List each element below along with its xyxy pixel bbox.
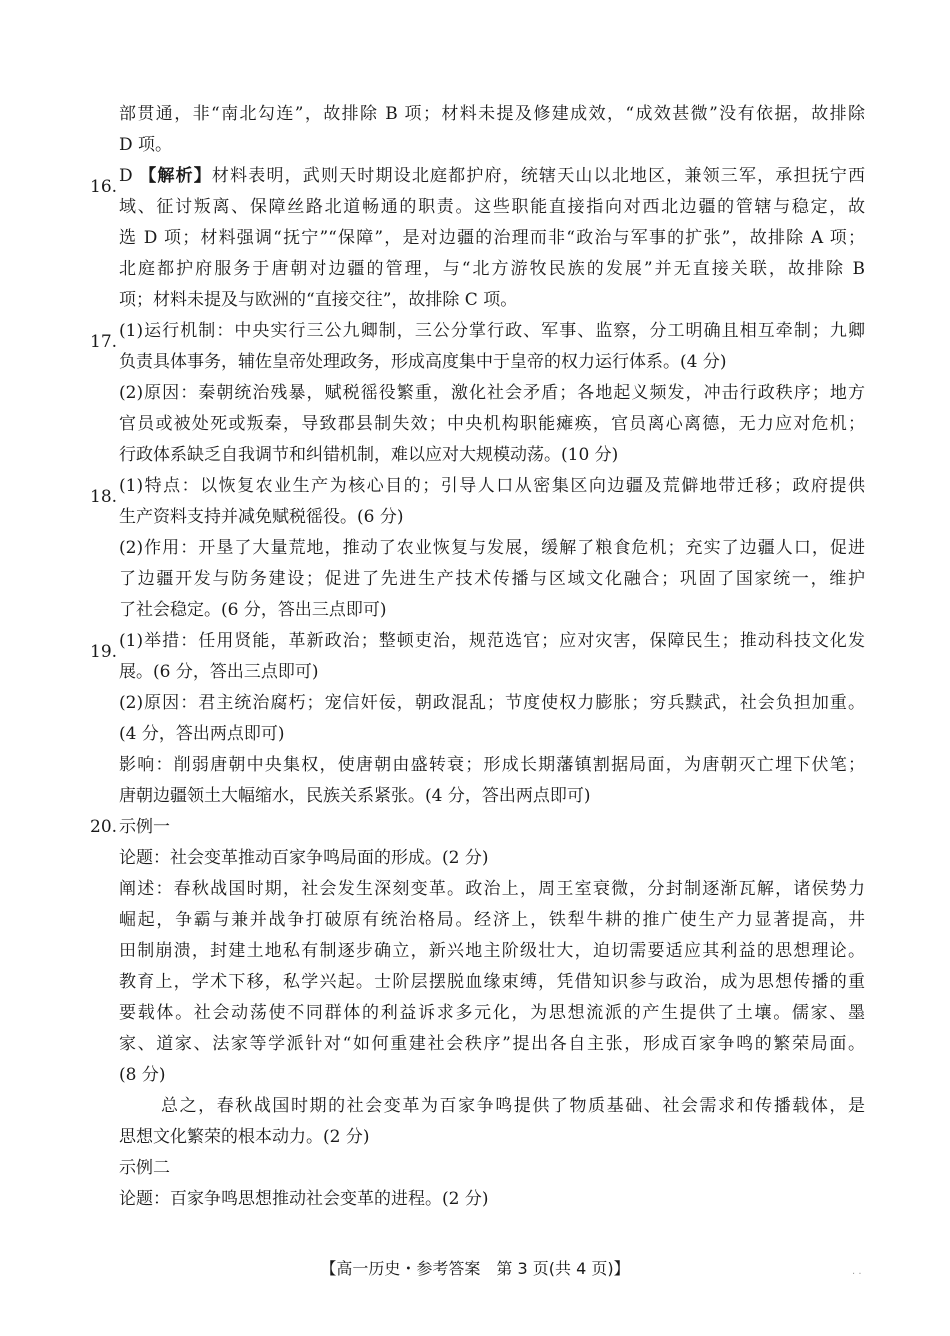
question-line: [90, 316, 865, 352]
answer-text: (2)作用：开垦了大量荒地，推动了农业恢复与发展，缓解了粮食危机；充实了边疆人口，促进: [119, 538, 865, 558]
footer-marks: . .: [852, 1266, 862, 1277]
answer-text: 项；材料未提及与欧洲的“直接交往”，故排除 C 项。: [119, 290, 518, 310]
answer-text: (1)特点：以恢复农业生产为核心目的；引导人口从密集区向边疆及荒僻地带迁移；政府提供: [119, 476, 865, 496]
answer-text: 示例一: [119, 817, 170, 837]
answer-text: 教育上，学术下移，私学兴起。士阶层摆脱血缘束缚，凭借知识参与政治，成为思想传播的重: [119, 972, 865, 992]
answer-content: [90, 99, 865, 1215]
question-text: [119, 626, 865, 657]
text-line: [90, 998, 865, 1029]
answer-text: 负责具体事务，辅佐皇帝处理政务，形成高度集中于皇帝的权力运行体系。(4 分): [119, 352, 727, 372]
answer-text: 唐朝边疆领土大幅缩水，民族关系紧张。(4 分，答出两点即可): [119, 786, 591, 806]
answer-text: 论题：百家争鸣思想推动社会变革的进程。(2 分): [119, 1189, 489, 1209]
text-line: [90, 409, 865, 440]
question-line: [90, 626, 865, 662]
question-text: [119, 812, 865, 843]
text-line: [90, 130, 865, 161]
answer-text: 田制崩溃，封建土地私有制逐步确立，新兴地主阶级壮大，迫切需要适应其利益的思想理论。: [119, 941, 865, 961]
text-line: [90, 99, 865, 130]
page-footer: 【高一历史・参考答案 第 3 页(共 4 页)】: [320, 1259, 630, 1278]
answer-text: (4 分，答出两点即可): [119, 724, 285, 744]
answer-text: 行政体系缺乏自我调节和纠错机制，难以应对大规模动荡。(10 分): [119, 445, 619, 465]
analysis-label: 【解析】: [139, 166, 212, 186]
answer-text: 部贯通，非“南北勾连”，故排除 B 项；材料未提及修建成效，“成效甚微”没有依据，故排除: [119, 104, 865, 124]
answer-text: (2)原因：君主统治腐朽；宠信奸佞，朝政混乱；节度使权力膨胀；穷兵黩武，社会负担加重。: [119, 693, 865, 713]
text-line: [90, 874, 865, 905]
answer-text: 选 D 项；材料强调“抚宁”“保障”，是对边疆的治理而非“政治与军事的扩张”，故排除 A 项；: [119, 228, 865, 248]
text-line: [90, 1029, 865, 1060]
answer-text: 了社会稳定。(6 分，答出三点即可): [119, 600, 387, 620]
answer-text: 影响：削弱唐朝中央集权，使唐朝由盛转衰；形成长期藩镇割据局面，为唐朝灭亡埋下伏笔；: [119, 755, 865, 775]
answer-text: 北庭都护府服务于唐朝对边疆的管理，与“北方游牧民族的发展”并无直接关联，故排除 B: [119, 259, 865, 279]
text-line: [90, 905, 865, 936]
question-text: [119, 471, 865, 502]
answer-text: 生产资料支持并减免赋税徭役。(6 分): [119, 507, 404, 527]
text-line: [90, 657, 865, 688]
text-line: [90, 254, 865, 285]
text-line: [90, 223, 865, 254]
text-line: [90, 502, 865, 533]
question-number: 18.: [90, 487, 118, 507]
question-number: 19.: [90, 642, 118, 662]
question-text: [119, 316, 865, 347]
text-line: [90, 688, 865, 719]
text-line: [90, 781, 865, 812]
answer-text: D 项。: [119, 135, 173, 155]
question-text: [119, 161, 865, 192]
answer-text: 家、道家、法家等学派针对“如何重建社会秩序”提出各自主张，形成百家争鸣的繁荣局面。: [119, 1034, 865, 1054]
answer-text: (8 分): [119, 1065, 166, 1085]
question-number: 20.: [90, 817, 118, 837]
text-line: [90, 440, 865, 471]
answer-text: 阐述：春秋战国时期，社会发生深刻变革。政治上，周王室衰微，分封制逐渐瓦解，诸侯势力: [119, 879, 865, 899]
answer-text: 展。(6 分，答出三点即可): [119, 662, 319, 682]
question-number: 16.: [90, 177, 118, 197]
answer-text: 了边疆开发与防务建设；促进了先进生产技术传播与区域文化融合；巩固了国家统一，维护: [119, 569, 865, 589]
text-line: [90, 967, 865, 998]
answer-text: 官员或被处死或叛秦，导致郡县制失效；中央机构职能瘫痪，官员离心离德，无力应对危机；: [119, 414, 865, 434]
answer-text: D: [119, 166, 140, 186]
answer-text: 崛起，争霸与兼并战争打破原有统治格局。经济上，铁犁牛耕的推广使生产力显著提高，井: [119, 910, 865, 930]
answer-text: 示例二: [119, 1158, 170, 1178]
question-line: [90, 471, 865, 507]
text-line: [90, 285, 865, 316]
answer-text: (1)运行机制：中央实行三公九卿制，三公分掌行政、军事、监察，分工明确且相互牵制；九卿: [119, 321, 865, 341]
answer-text: (1)举措：任用贤能，革新政治；整顿吏治，规范选官；应对灾害，保障民生；推动科技文化发: [119, 631, 865, 651]
text-line: [90, 1060, 865, 1091]
text-line: [90, 1184, 865, 1215]
answer-text: 要载体。社会动荡使不同群体的利益诉求多元化，为思想流派的产生提供了土壤。儒家、墨: [119, 1003, 865, 1023]
text-line: [90, 750, 865, 781]
text-line: [90, 843, 865, 874]
text-line: [90, 1153, 865, 1184]
text-line: [90, 192, 865, 223]
text-line: [90, 719, 865, 750]
answer-text: 论题：社会变革推动百家争鸣局面的形成。(2 分): [119, 848, 489, 868]
analysis-text: 材料表明，武则天时期设北庭都护府，统辖天山以北地区，兼领三军，承担抚宁西: [211, 166, 865, 186]
text-line: [90, 1122, 865, 1153]
question-line: [90, 161, 865, 197]
text-line: [90, 595, 865, 626]
answer-text: 思想文化繁荣的根本动力。(2 分): [119, 1127, 370, 1147]
question-number: 17.: [90, 332, 118, 352]
answer-text: 总之，春秋战国时期的社会变革为百家争鸣提供了物质基础、社会需求和传播载体，是: [161, 1096, 865, 1116]
text-line: [90, 564, 865, 595]
question-line: [90, 812, 865, 843]
text-line: [90, 1091, 865, 1122]
text-line: [90, 936, 865, 967]
text-line: [90, 533, 865, 564]
answer-text: 域、征讨叛离、保障丝路北道畅通的职责。这些职能直接指向对西北边疆的管辖与稳定，故: [119, 197, 865, 217]
text-line: [90, 378, 865, 409]
text-line: [90, 347, 865, 378]
answer-text: (2)原因：秦朝统治残暴，赋税徭役繁重，激化社会矛盾；各地起义频发，冲击行政秩序；地方: [119, 383, 865, 403]
